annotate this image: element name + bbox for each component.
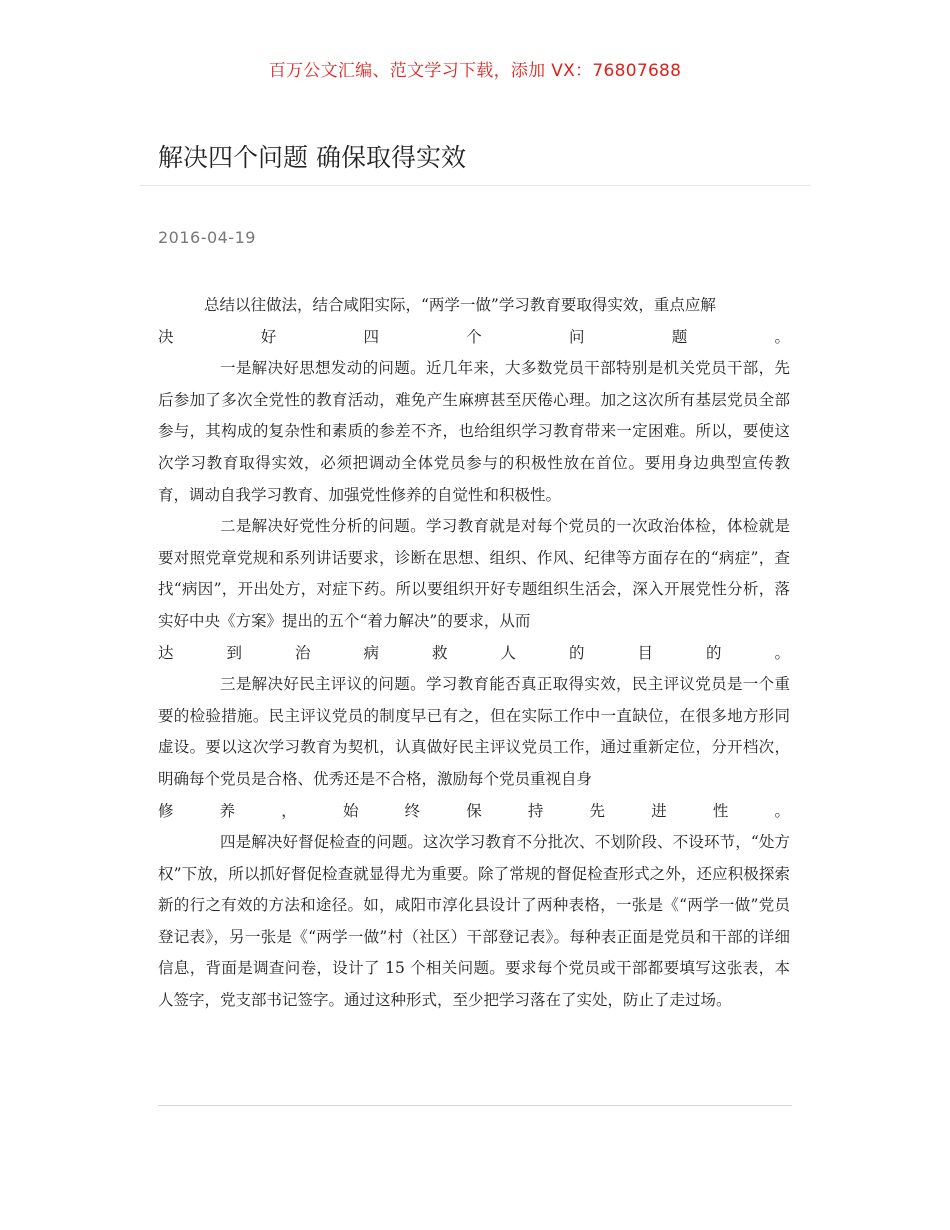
promo-banner: 百万公文汇编、范文学习下载，添加 VX：76807688 xyxy=(268,61,682,81)
paragraph-two-spread-line: 达 到 治 病 救 人 的 目 的 。 xyxy=(158,643,790,662)
paragraph-intro-line: 总结以往做法，结合咸阳实际，“两学一做”学习教育要取得实效，重点应解 xyxy=(204,296,716,314)
paragraph-intro xyxy=(158,290,790,353)
paragraph-four: 四是解决好督促检查的问题。这次学习教育不分批次、不划阶段、不设环节，“处方权”下放，所以抓好督促检查就显得尤为重要。除了常规的督促检查形式之外，还应积极探索新的行之有效的方法和途径。如，咸阳市淳化县设计了两种表格，一张是《“两学一做”党员登记表》，另一张是《“两学一做”村（社区）干部登记表》。每种表正面是党员和干部的详细信息，背面是调查问卷，设计了 15 个相关问题。要求每个党员或干部都要填写这张表，本人签字，党支部书记签字。通过这种形式，至少把学习落在了实处，防止了走过场。 xyxy=(158,833,790,1010)
article-body xyxy=(158,290,790,1017)
paragraph-three xyxy=(158,669,790,827)
paragraph-intro-spread-line: 决 好 四 个 问 题 。 xyxy=(158,327,790,346)
paragraph-two-text: 二是解决好党性分析的问题。学习教育就是对每个党员的一次政治体检，体检就是要对照党章党规和系列讲话要求，诊断在思想、组织、作风、纪律等方面存在的“病症”，查找“病因”，开出处方，对症下药。所以要组织开好专题组织生活会，深入开展党性分析，落实好中央《方案》提出的五个“着力解决”的要求，从而 xyxy=(158,517,790,630)
title-divider xyxy=(140,185,810,186)
paragraph-one: 一是解决好思想发动的问题。近几年来，大多数党员干部特别是机关党员干部，先后参加了多次全党性的教育活动，难免产生麻痹甚至厌倦心理。加之这次所有基层党员全部参与，其构成的复杂性和素质的参差不齐，也给组织学习教育带来一定困难。所以，要使这次学习教育取得实效，必须把调动全体党员参与的积极性放在首位。要用身边典型宣传教育，调动自我学习教育、加强党性修养的自觉性和积极性。 xyxy=(158,359,790,504)
article-date: 2016-04-19 xyxy=(158,228,256,247)
paragraph-three-spread-line: 修 养 ， 始 终 保 持 先 进 性 。 xyxy=(158,801,790,820)
article-title: 解决四个问题 确保取得实效 xyxy=(158,143,466,172)
paragraph-two xyxy=(158,511,790,669)
footer-divider xyxy=(158,1105,792,1106)
paragraph-three-text: 三是解决好民主评议的问题。学习教育能否真正取得实效，民主评议党员是一个重要的检验措施。民主评议党员的制度早已有之，但在实际工作中一直缺位，在很多地方形同虚设。要以这次学习教育为契机，认真做好民主评议党员工作，通过重新定位，分开档次，明确每个党员是合格、优秀还是不合格，激励每个党员重视自身 xyxy=(158,675,790,788)
